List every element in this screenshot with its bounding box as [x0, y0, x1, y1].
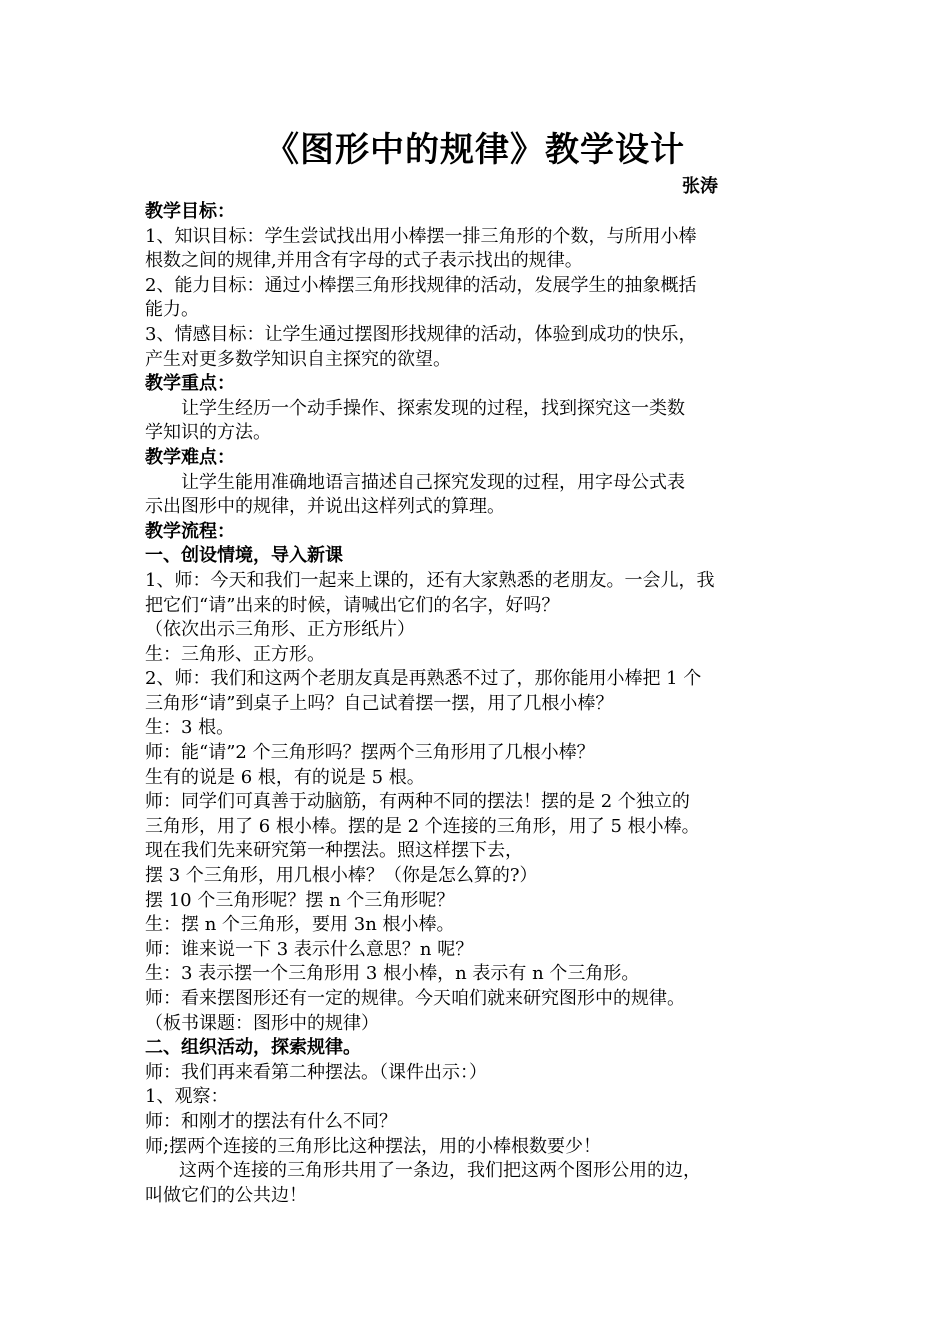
text-line: （板书课题：图形中的规律） — [145, 1012, 379, 1034]
text-line: 2、能力目标：通过小棒摆三角形找规律的活动，发展学生的抽象概括 — [145, 274, 697, 296]
text-line: （依次出示三角形、正方形纸片） — [145, 619, 415, 641]
document-body — [145, 200, 815, 1208]
text-line: 这两个连接的三角形共用了一条边，我们把这两个图形公用的边， — [179, 1160, 701, 1182]
text-line: 生：摆 n 个三角形，要用 3n 根小棒。 — [145, 914, 455, 936]
text-line: 2、师：我们和这两个老朋友真是再熟悉不过了，那你能用小棒把 1 个 — [145, 668, 702, 690]
text-line: 1、知识目标：学生尝试找出用小棒摆一排三角形的个数，与所用小棒 — [145, 225, 697, 247]
text-line: 叫做它们的公共边！ — [145, 1184, 307, 1206]
text-line: 生：三角形、正方形。 — [145, 643, 325, 665]
text-line: 1、师：今天和我们一起来上课的，还有大家熟悉的老朋友。一会儿，我 — [145, 569, 715, 591]
text-line: 1、观察： — [145, 1086, 229, 1108]
text-line: 现在我们先来研究第一种摆法。照这样摆下去， — [145, 840, 523, 862]
text-line: 师;摆两个连接的三角形比这种摆法，用的小棒根数要少！ — [145, 1135, 602, 1157]
text-line: 师：同学们可真善于动脑筋，有两种不同的摆法！摆的是 2 个独立的 — [145, 791, 690, 813]
text-line: 三角形，用了 6 根小棒。摆的是 2 个连接的三角形，用了 5 根小棒。 — [145, 815, 700, 837]
text-line: 学知识的方法。 — [145, 422, 271, 444]
text-line: 师：我们再来看第二种摆法。（课件出示：） — [145, 1061, 487, 1083]
text-line: 根数之间的规律,并用含有字母的式子表示找出的规律。 — [145, 250, 583, 272]
text-line: 生：3 表示摆一个三角形用 3 根小棒，n 表示有 n 个三角形。 — [145, 963, 640, 985]
section-heading: 教学流程： — [145, 520, 235, 542]
text-line: 把它们“请”出来的时候，请喊出它们的名字，好吗？ — [145, 594, 560, 616]
section-heading: 二、组织活动，探索规律。 — [145, 1037, 361, 1059]
text-line: 能力。 — [145, 299, 199, 321]
text-line: 摆 3 个三角形，用几根小棒？（你是怎么算的?） — [145, 865, 538, 887]
section-heading: 教学难点： — [145, 446, 235, 468]
text-line: 师：能“请”2 个三角形吗？摆两个三角形用了几根小棒？ — [145, 742, 595, 764]
text-line: 示出图形中的规律，并说出这样列式的算理。 — [145, 496, 505, 518]
text-line: 让学生能用准确地语言描述自己探究发现的过程，用字母公式表 — [181, 471, 685, 493]
section-heading: 一、创设情境，导入新课 — [145, 545, 343, 567]
section-heading: 教学重点： — [145, 373, 235, 395]
author-name: 张涛 — [682, 176, 718, 197]
section-heading: 教学目标： — [145, 201, 235, 222]
text-line: 摆 10 个三角形呢？摆 n 个三角形呢？ — [145, 889, 455, 911]
text-line: 产生对更多数学知识自主探究的欲望。 — [145, 348, 451, 370]
text-line: 生：3 根。 — [145, 717, 235, 739]
document-title: 《图形中的规律》教学设计 — [265, 130, 685, 170]
text-line: 师：和刚才的摆法有什么不同？ — [145, 1110, 397, 1132]
text-line: 师：谁来说一下 3 表示什么意思？n 呢？ — [145, 938, 474, 960]
text-line: 三角形“请”到桌子上吗？自己试着摆一摆，用了几根小棒？ — [145, 692, 614, 714]
text-line: 3、情感目标：让学生通过摆图形找规律的活动，体验到成功的快乐， — [145, 323, 697, 345]
text-line: 生有的说是 6 根，有的说是 5 根。 — [145, 766, 425, 788]
text-line: 师：看来摆图形还有一定的规律。今天咱们就来研究图形中的规律。 — [145, 988, 685, 1009]
text-line: 让学生经历一个动手操作、探索发现的过程，找到探究这一类数 — [181, 397, 685, 419]
